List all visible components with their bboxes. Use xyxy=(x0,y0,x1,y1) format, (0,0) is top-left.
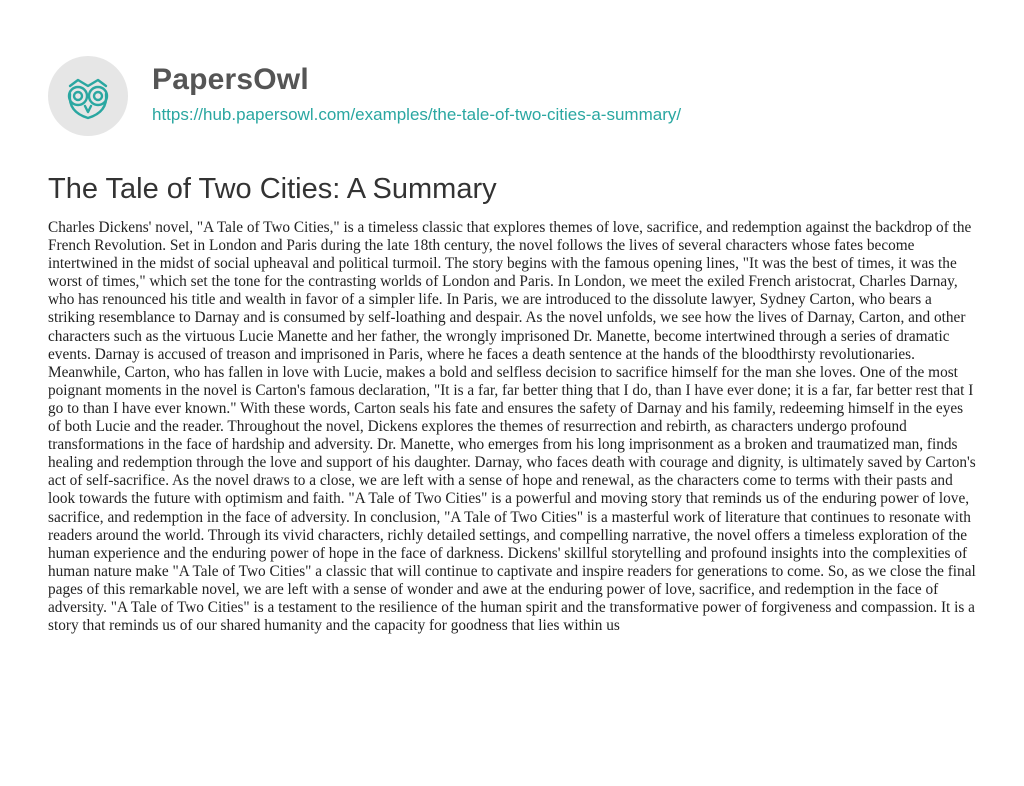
page-url-link[interactable]: https://hub.papersowl.com/examples/the-tale-of-two-cities-a-summary/ xyxy=(152,105,682,124)
site-header xyxy=(48,56,988,136)
brand-name: PapersOwl xyxy=(152,63,309,96)
owl-logo-icon-svg xyxy=(48,56,128,136)
article-body: Charles Dickens' novel, "A Tale of Two Cities," is a timeless classic that explores themes of love, sacrifice, and redemption against the backdrop of the French Revolution. Set in London and Paris during the late 18th century, the novel follows the lives of several characters whose fates become intertwined in the midst of social upheaval and political turmoil. The story begins with the famous opening lines, "It was the best of times, it was the worst of times," which set the tone for the contrasting worlds of London and Paris. In London, we meet the exiled French aristocrat, Charles Darnay, who has renounced his title and wealth in favor of a simpler life. In Paris, we are introduced to the dissolute lawyer, Sydney Carton, who bears a striking resemblance to Darnay and is consumed by self-loathing and despair. As the novel unfolds, we see how the lives of Darnay, Carton, and other characters such as the virtuous Lucie Manette and her father, the wrongly imprisoned Dr. Manette, become intertwined through a series of dramatic events. Darnay is accused of treason and imprisoned in Paris, where he faces a death sentence at the hands of the bloodthirsty revolutionaries. Meanwhile, Carton, who has fallen in love with Lucie, makes a bold and selfless decision to sacrifice himself for the man she loves. One of the most poignant moments in the novel is Carton's famous declaration, "It is a far, far better thing that I do, than I have ever done; it is a far, far better rest that I go to than I have ever known." With these words, Carton seals his fate and ensures the safety of Darnay and his family, redeeming himself in the eyes of both Lucie and the reader. Throughout the novel, Dickens explores the themes of resurrection and rebirth, as characters undergo profound transformations in the face of hardship and adversity. Dr. Manette, who emerges from his long imprisonment as a broken and traumatized man, finds healing and redemption through the love and support of his daughter. Darnay, who faces death with courage and dignity, is ultimately saved by Carton's act of self-sacrifice. As the novel draws to a close, we are left with a sense of hope and renewal, as the characters come to terms with their pasts and look towards the future with optimism and faith. "A Tale of Two Cities" is a powerful and moving story that reminds us of the enduring power of love, sacrifice, and redemption in the face of adversity. In conclusion, "A Tale of Two Cities" is a masterful work of literature that continues to resonate with readers around the world. Through its vivid characters, richly detailed settings, and compelling narrative, the novel offers a timeless exploration of the human experience and the enduring power of hope in the face of darkness. Dickens' skillful storytelling and profound insights into the complexities of human nature make "A Tale of Two Cities" a classic that will continue to captivate and inspire readers for generations to come. So, as we close the final pages of this remarkable novel, we are left with a sense of wonder and awe at the enduring power of love, sacrifice, and redemption in the face of adversity. "A Tale of Two Cities" is a testament to the resilience of the human spirit and the transformative power of forgiveness and compassion. It is a story that reminds us of our shared humanity and the capacity for goodness that lies within us xyxy=(48,219,976,635)
owl-logo-icon xyxy=(48,56,128,136)
page-title: The Tale of Two Cities: A Summary xyxy=(48,173,497,205)
